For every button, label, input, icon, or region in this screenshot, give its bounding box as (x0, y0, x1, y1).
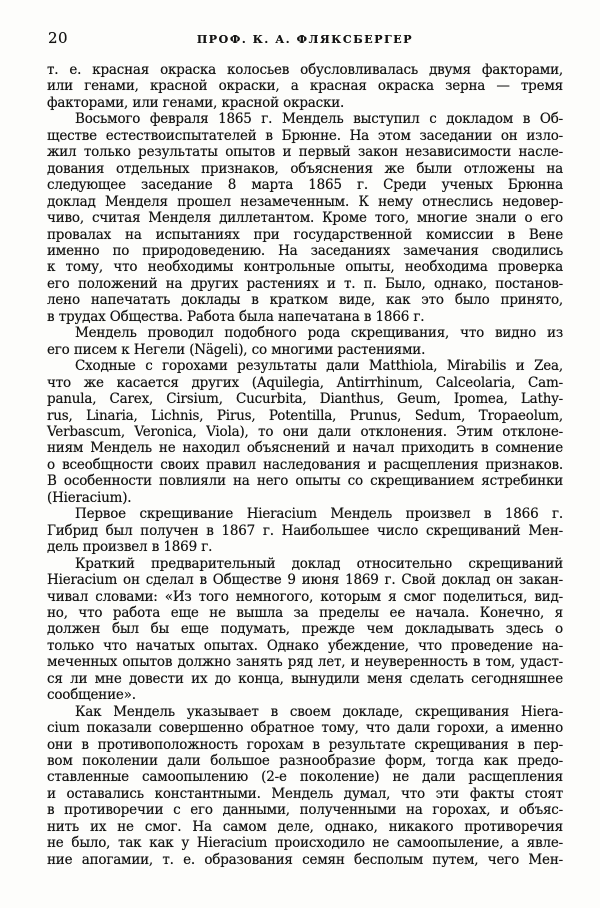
text-line: о всеобщности своих правил наследования и расщепления признаков. (47, 456, 563, 473)
text-line: в противоречии с его данными, полученными на горохах, и объяс- (47, 802, 563, 819)
text-line: Первое скрещивание Hieracium Мендель произвел в 1866 г. (75, 506, 563, 523)
page-header (47, 29, 563, 47)
text-line: ся ли мне довести их до конца, вынудили меня сделать сегодняшнее (47, 670, 563, 687)
text-line: Сходные с горохами результаты дали Matthiola, Mirabilis и Zea, (75, 358, 563, 375)
text-line: чиво, считая Менделя диллетантом. Кроме того, многие знали о его (47, 210, 563, 227)
text-line: или генами, красной окраски, а красная окраска зерна — тремя (47, 78, 563, 95)
text-line: вом поколении дали большое разнообразие форм, тогда как предо- (47, 753, 563, 770)
paragraph (47, 62, 563, 111)
text-line: Hieracium он сделал в Обществе 9 июня 1869 г. Свой доклад он закан- (47, 572, 563, 589)
text-line: доклад Менделя прошел незамеченным. К нему отнеслись недовер- (47, 193, 563, 210)
text-line: что же касается других (Aquilegia, Antirrhinum, Calceolaria, Cam- (47, 374, 563, 391)
text-line: ществе естествоиспытателей в Брюнне. На этом заседании он изло- (47, 127, 563, 144)
text-line: нить их не смог. На самом деле, однако, никакого противоречия (47, 818, 563, 835)
text-line: лено напечатать доклады в кратком виде, как это было принято, (47, 292, 563, 309)
text-line: дель произвел в 1869 г. (47, 539, 213, 556)
text-line: Краткий предварительный доклад относительно скрещиваний (75, 555, 563, 572)
text-line: panula, Carex, Cirsium, Cucurbita, Dianthus, Geum, Ipomea, Lathy- (47, 391, 563, 408)
text-line: ние апогамии, т. е. образования семян бесполым путем, чего Мен- (47, 851, 563, 868)
text-line: меченных опытов должно занять ряд лет, и неуверенность в том, удаст- (47, 654, 563, 671)
text-line: сообщение». (47, 687, 136, 704)
text-line: в трудах Общества. Работа была напечатана в 1866 г. (47, 308, 425, 325)
text-line: Как Мендель указывает в своем докладе, скрещивания Hiera- (75, 703, 563, 720)
text-line: к тому, что необходимы контрольные опыты, необходима проверка (47, 259, 563, 276)
paragraph (47, 358, 563, 506)
paragraph (47, 506, 563, 555)
paragraph (47, 704, 563, 869)
text-line: они в противоположность горохам в результате скрещивания в пер- (47, 736, 563, 753)
text-line: именно по природоведению. На заседаниях замечания сводились (47, 242, 563, 259)
paragraph (47, 325, 563, 358)
text-line: и оставались константными. Мендель думал, что эти факты стоят (47, 785, 563, 802)
text-line: ниям Мендель не находил объяснений и начал приходить в сомнение (47, 440, 563, 457)
page-number: 20 (48, 29, 69, 47)
text-line: rus, Linaria, Lichnis, Pirus, Potentilla, Prunus, Sedum, Tropaeolum, (47, 407, 563, 424)
text-line: Восьмого февраля 1865 г. Мендель выступил с докладом в Об- (75, 111, 563, 128)
text-line: ставленные самоопылению (2-е поколение) не дали расщепления (47, 769, 563, 786)
text-line: Гибрид был получен в 1867 г. Наибольшее число скрещиваний Мен- (47, 522, 563, 539)
text-line: факторами, или генами, красной окраски. (47, 94, 345, 111)
text-line: не было, так как у Hieracium происходило не самоопыление, а явле- (47, 835, 563, 852)
text-line: но, что работа еще не вышла за пределы ее начала. Конечно, я (47, 604, 563, 621)
text-line: жил только результаты опытов и первый закон независимости насле- (47, 144, 563, 161)
paragraph (47, 556, 563, 704)
running-title: ПРОФ. К. А. ФЛЯКСБЕРГЕР (196, 33, 414, 46)
text-line: Verbascum, Veronica, Viola), то они дали отклонения. Этим отклоне- (47, 423, 563, 440)
text-line: провалах на испытаниях при государственной комиссии в Вене (47, 226, 563, 243)
paragraph (47, 111, 563, 325)
text-line: только что начатых опытах. Однако убеждение, что проведение на- (47, 637, 563, 654)
text-line: дования отдельных признаков, объяснения же были отложены на (47, 160, 563, 177)
text-line: его писем к Негели (Nägeli), со многими растениями. (47, 341, 426, 358)
text-line: следующее заседание 8 марта 1865 г. Среди ученых Брюнна (47, 177, 563, 194)
text-line: Мендель проводил подобного рода скрещивания, что видно из (75, 325, 563, 342)
text-line: cium показали совершенно обратное тому, что дали горохи, а именно (47, 720, 563, 737)
text-line: должен был бы еще подумать, прежде чем докладывать здесь о (47, 621, 563, 638)
text-line: его положений на других растениях и т. п. Было, однако, постанов- (47, 275, 563, 292)
text-line: чивал словами: «Из того немногого, которым я смог поделиться, вид- (47, 588, 563, 605)
text-line: (Hieracium). (47, 489, 132, 506)
page-body (47, 62, 563, 868)
text-line: В особенности повлияли на него опыты со скрещиванием ястребинки (47, 473, 563, 490)
text-line: т. е. красная окраска колосьев обусловливалась двумя факторами, (47, 62, 563, 78)
